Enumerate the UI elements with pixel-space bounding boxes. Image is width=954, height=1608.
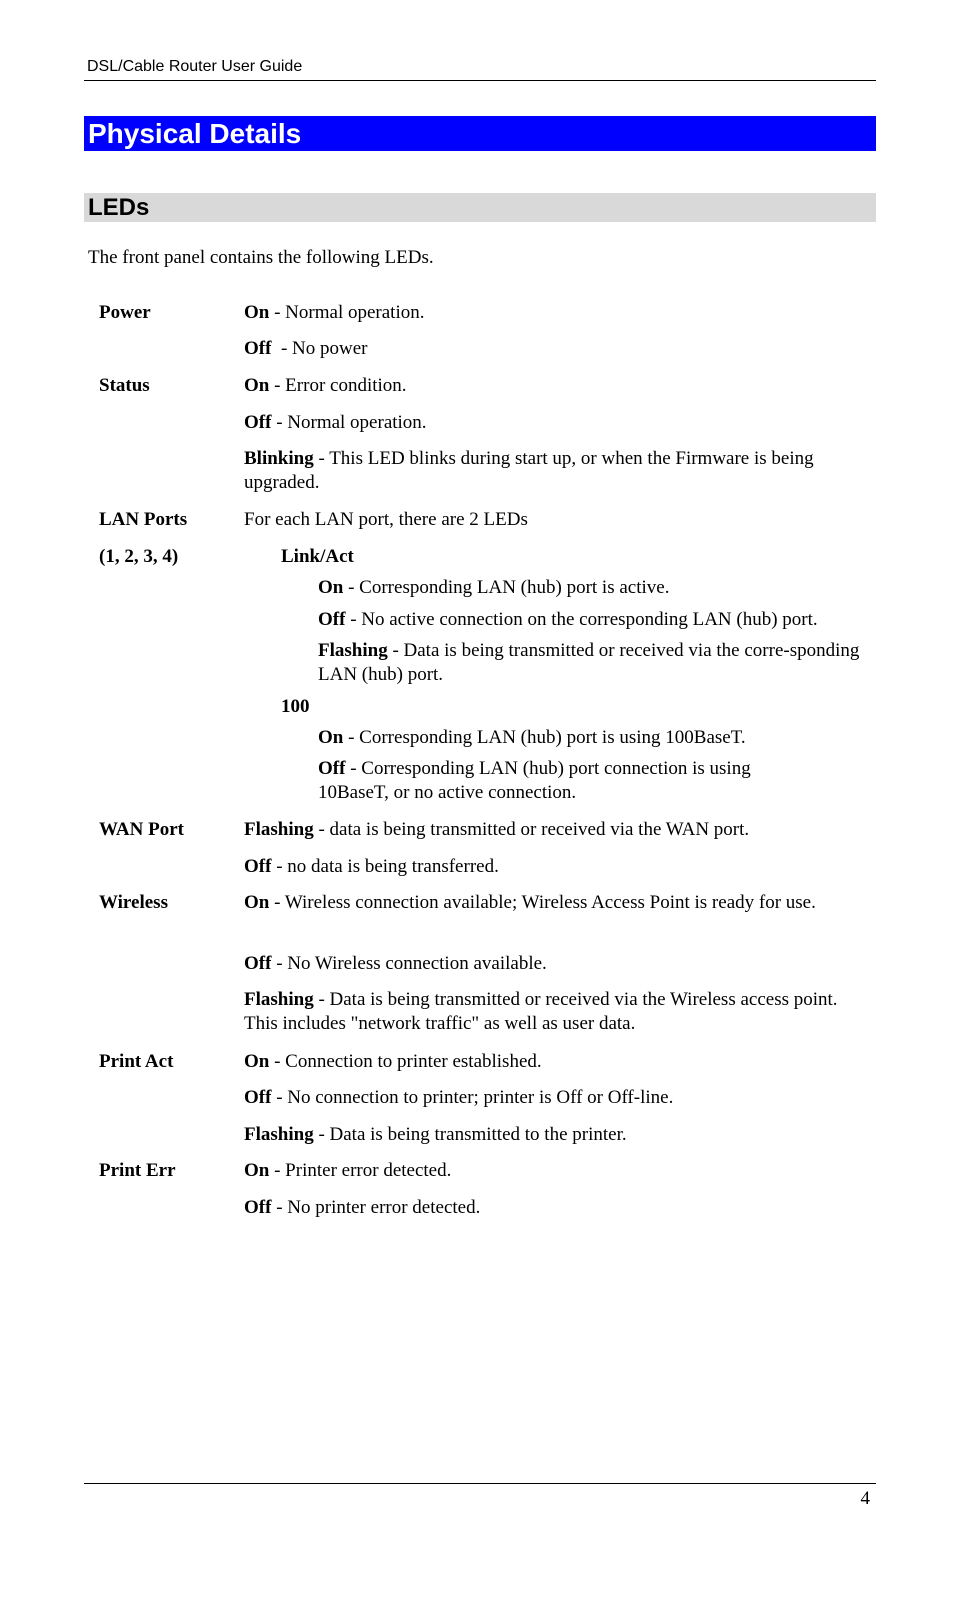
state-label: On bbox=[244, 375, 270, 396]
state-label: On bbox=[244, 1051, 270, 1072]
state-text: - This LED blinks during start up, or when the Firmware is being upgraded. bbox=[244, 448, 814, 493]
lan-link-act-off bbox=[318, 608, 866, 632]
led-term-lan: LAN Ports bbox=[99, 509, 188, 530]
led-term-print-act: Print Act bbox=[99, 1051, 174, 1072]
state-label: On bbox=[318, 577, 344, 598]
led-desc-print-err-off bbox=[244, 1196, 864, 1220]
running-header: DSL/Cable Router User Guide bbox=[87, 58, 303, 75]
state-label: Flashing bbox=[244, 819, 314, 840]
state-label: Off bbox=[244, 412, 272, 433]
led-desc-power-on bbox=[244, 301, 864, 325]
state-text: - No power bbox=[271, 338, 368, 359]
led-term-power: Power bbox=[99, 302, 151, 323]
state-text: - Data is being transmitted or received via the Wireless access point. This includes "network traffic" as well as user data. bbox=[244, 989, 838, 1034]
state-text: - no data is being transferred. bbox=[271, 856, 499, 877]
state-text: - Data is being transmitted or received via the corre-sponding LAN (hub) port. bbox=[318, 640, 860, 685]
chapter-banner bbox=[84, 116, 876, 151]
lan-link-act-on bbox=[318, 576, 866, 600]
state-label: Flashing bbox=[244, 989, 314, 1010]
led-desc-print-act-flashing bbox=[244, 1123, 864, 1147]
state-label: On bbox=[244, 892, 270, 913]
state-label: On bbox=[244, 302, 270, 323]
state-text: - Connection to printer established. bbox=[269, 1051, 542, 1072]
led-desc-wireless-flashing bbox=[244, 988, 864, 1036]
state-text: - Wireless connection available; Wireless Access Point is ready for use. bbox=[269, 892, 816, 913]
state-text: - Data is being transmitted to the printer. bbox=[313, 1124, 627, 1145]
led-desc-print-act-off bbox=[244, 1086, 864, 1110]
led-term-lan-ports: (1, 2, 3, 4) bbox=[99, 546, 179, 567]
led-desc-power-off bbox=[244, 337, 864, 361]
state-label: Off bbox=[318, 609, 346, 630]
lan-subhead-link-act: Link/Act bbox=[281, 546, 354, 567]
led-desc-status-blinking bbox=[244, 447, 864, 495]
state-label: Off bbox=[244, 1197, 272, 1218]
state-label: Flashing bbox=[244, 1124, 314, 1145]
state-text: - data is being transmitted or received via the WAN port. bbox=[313, 819, 750, 840]
state-text: - Corresponding LAN (hub) port connection is using 10BaseT, or no active connection. bbox=[318, 758, 751, 803]
state-label: Off bbox=[244, 1087, 272, 1108]
state-text: - Corresponding LAN (hub) port is using 100BaseT. bbox=[343, 727, 746, 748]
state-text: - No active connection on the corresponding LAN (hub) port. bbox=[345, 609, 818, 630]
state-text: - Error condition. bbox=[269, 375, 407, 396]
state-text: - No printer error detected. bbox=[271, 1197, 481, 1218]
state-text: - No Wireless connection available. bbox=[271, 953, 547, 974]
chapter-title: Physical Details bbox=[88, 118, 302, 149]
led-term-wireless: Wireless bbox=[99, 892, 168, 913]
section-title: LEDs bbox=[88, 194, 150, 221]
led-desc-status-on bbox=[244, 374, 864, 398]
led-term-print-err: Print Err bbox=[99, 1160, 176, 1181]
state-label: Blinking bbox=[244, 448, 314, 469]
state-label: On bbox=[244, 1160, 270, 1181]
lan-100-off bbox=[318, 757, 798, 805]
lan-link-act-flashing bbox=[318, 639, 866, 687]
state-label: Off bbox=[318, 758, 346, 779]
state-label: Off bbox=[244, 338, 272, 359]
intro-paragraph: The front panel contains the following LEDs. bbox=[88, 247, 434, 268]
led-term-status: Status bbox=[99, 375, 150, 396]
state-label: On bbox=[318, 727, 344, 748]
footer-rule bbox=[84, 1483, 876, 1484]
led-term-wan: WAN Port bbox=[99, 819, 184, 840]
state-text: - No connection to printer; printer is Off or Off-line. bbox=[271, 1087, 674, 1108]
led-desc-print-err-on bbox=[244, 1159, 864, 1183]
led-desc-lan-intro: For each LAN port, there are 2 LEDs bbox=[244, 509, 528, 530]
header-rule bbox=[84, 80, 876, 81]
page-number: 4 bbox=[860, 1488, 870, 1509]
led-desc-wireless-on bbox=[244, 891, 864, 915]
led-desc-wireless-off bbox=[244, 952, 864, 976]
led-desc-wan-flashing bbox=[244, 818, 864, 842]
state-text: - Normal operation. bbox=[271, 412, 427, 433]
led-desc-print-act-on bbox=[244, 1050, 864, 1074]
led-desc-wan-off bbox=[244, 855, 864, 879]
state-label: Off bbox=[244, 856, 272, 877]
lan-100-on bbox=[318, 726, 866, 750]
state-label: Flashing bbox=[318, 640, 388, 661]
led-desc-status-off bbox=[244, 411, 864, 435]
state-text: - Corresponding LAN (hub) port is active. bbox=[343, 577, 670, 598]
state-text: - Normal operation. bbox=[269, 302, 425, 323]
section-banner bbox=[84, 193, 876, 222]
lan-subhead-100: 100 bbox=[281, 696, 310, 717]
state-label: Off bbox=[244, 953, 272, 974]
state-text: - Printer error detected. bbox=[269, 1160, 452, 1181]
